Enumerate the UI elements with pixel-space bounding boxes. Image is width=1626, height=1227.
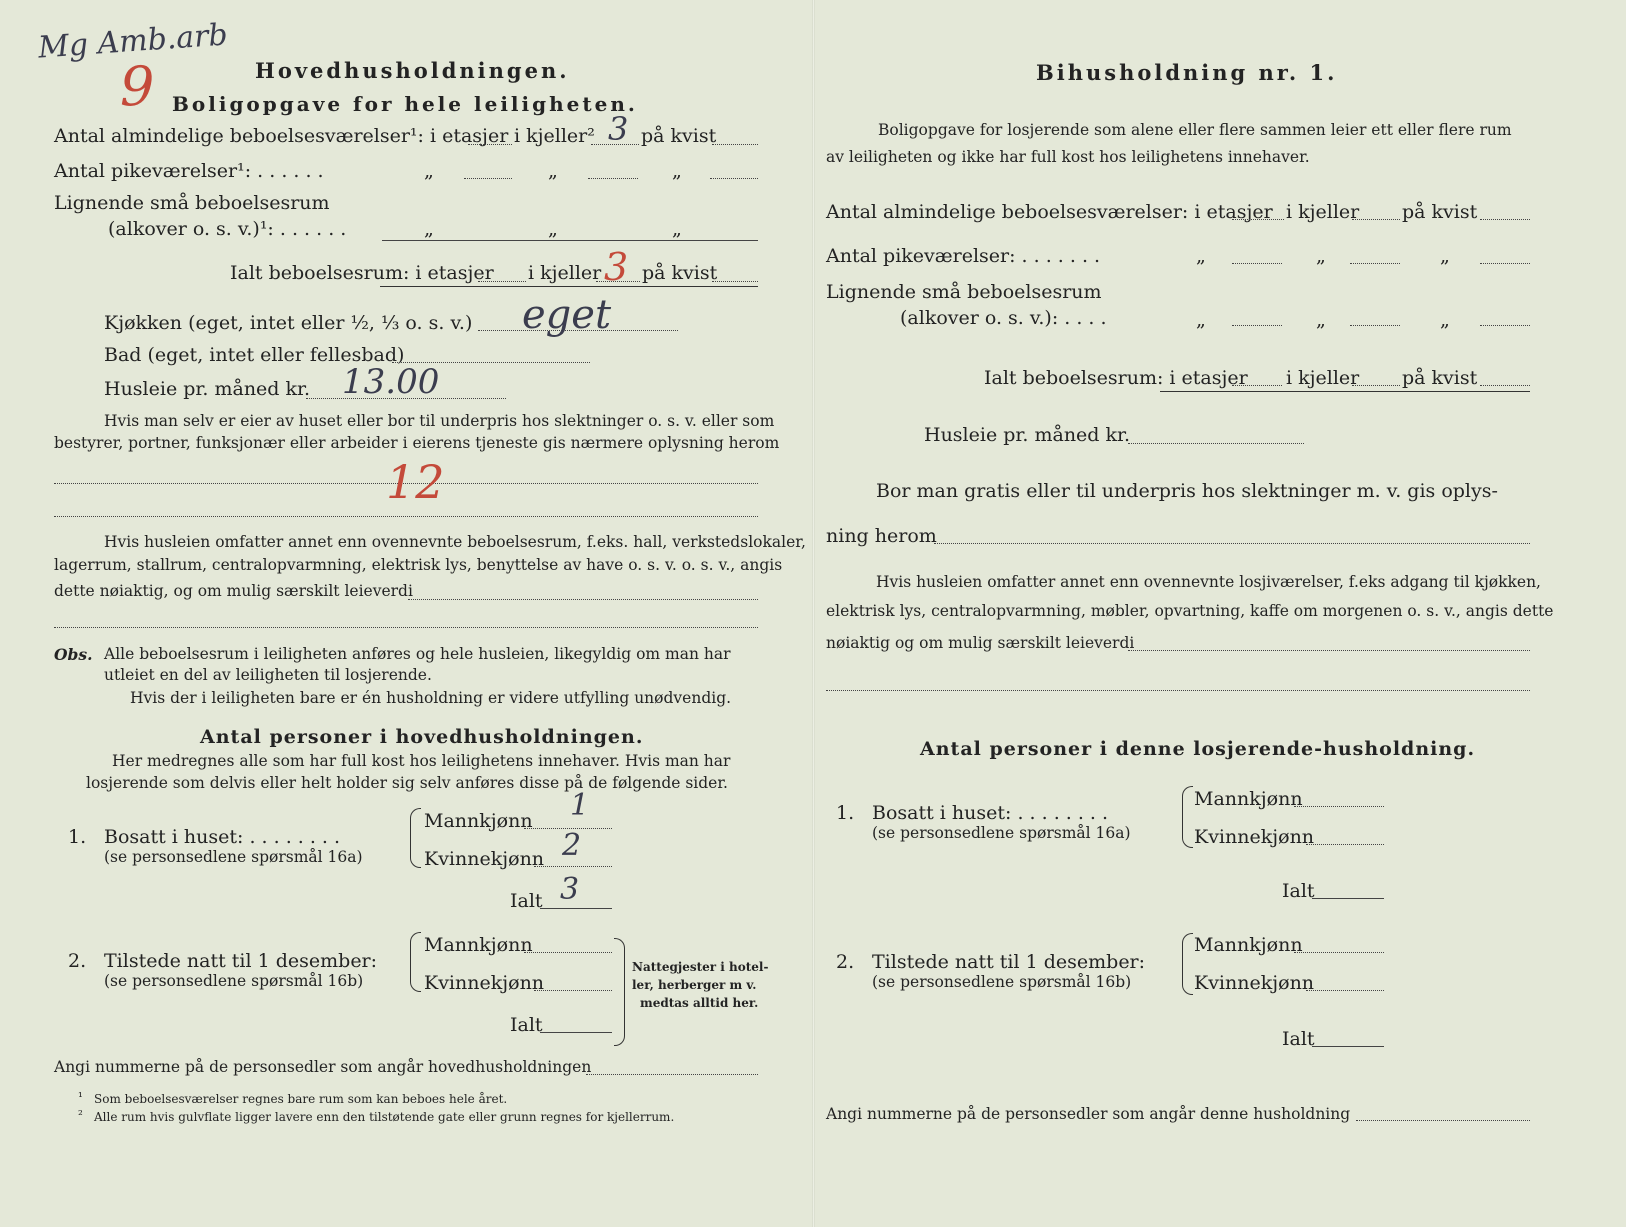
kjokken-value: eget bbox=[522, 292, 612, 338]
r-bosatt-kvinne-label: Kvinnekjønn bbox=[1194, 826, 1315, 848]
ialt-rooms-label: Ialt beboelsesrum: i etasjer bbox=[230, 262, 494, 284]
persons-heading: Antal personer i hovedhusholdningen. bbox=[200, 726, 644, 748]
omfatter-text-3: dette nøiaktig, og om mulig særskilt leieverdi bbox=[54, 582, 413, 600]
r-husleie-label: Husleie pr. måned kr. bbox=[924, 424, 1131, 446]
pike-label: Antal pikeværelser¹: . . . . . . bbox=[54, 160, 324, 182]
right-title: Bihusholdning nr. 1. bbox=[1036, 60, 1338, 85]
r-omfatter-text-1: Hvis husleien omfatter annet enn ovennevnte losjiværelser, f.eks adgang til kjøkken, bbox=[876, 573, 1541, 591]
ditto-mark: „ bbox=[1440, 245, 1450, 267]
r-bosatt-mann-label: Mannkjønn bbox=[1194, 788, 1303, 810]
ialt-kjeller-label: i kjeller bbox=[528, 262, 602, 284]
tilstede-sub: (se personsedlene spørsmål 16b) bbox=[104, 972, 364, 990]
handwritten-number: 9 bbox=[120, 55, 155, 118]
r-alm-kjeller-label: i kjeller bbox=[1286, 201, 1360, 223]
r-pike-label: Antal pikeværelser: . . . . . . . bbox=[826, 245, 1101, 267]
r-tilstede-label: Tilstede natt til 1 desember: bbox=[872, 951, 1146, 973]
bosatt-ialt-label: Ialt bbox=[510, 890, 543, 912]
gratis-text-2: ning herom bbox=[826, 525, 937, 547]
r-question-2-number: 2. bbox=[836, 951, 855, 973]
omfatter-text-1: Hvis husleien omfatter annet enn ovennevnte beboelsesrum, f.eks. hall, verkstedslokaler, bbox=[104, 533, 806, 551]
husleie-label: Husleie pr. måned kr. bbox=[104, 378, 311, 400]
r-bosatt-sub: (se personsedlene spørsmål 16a) bbox=[872, 824, 1131, 842]
r-alkover-label: (alkover o. s. v.): . . . . bbox=[900, 307, 1107, 329]
ditto-mark: „ bbox=[672, 218, 682, 240]
r-ialt-label: Ialt beboelsesrum: i etasjer bbox=[984, 367, 1248, 389]
footnote-1-mark: ¹ bbox=[78, 1090, 83, 1104]
footnote-1: Som beboelsesværelser regnes bare rum som kan beboes hele året. bbox=[94, 1092, 508, 1106]
bad-label: Bad (eget, intet eller fellesbad) bbox=[104, 344, 405, 366]
natt-note-2: ler, herberger m v. bbox=[632, 978, 757, 992]
r-bosatt-label: Bosatt i huset: . . . . . . . . bbox=[872, 802, 1109, 824]
alm-kvist-label: på kvist bbox=[641, 125, 717, 147]
left-subtitle: Boligopgave for hele leiligheten. bbox=[172, 92, 638, 116]
intro-text-1: Boligopgave for losjerende som alene eller flere sammen leier ett eller flere rum bbox=[878, 121, 1512, 139]
ditto-mark: „ bbox=[1196, 309, 1206, 331]
ditto-mark: „ bbox=[548, 218, 558, 240]
r-ialt-kvist-label: på kvist bbox=[1402, 367, 1478, 389]
page-fold bbox=[812, 0, 815, 1227]
bosatt-ialt-value: 3 bbox=[560, 872, 580, 907]
ditto-mark: „ bbox=[672, 160, 682, 182]
tilstede-ialt-label: Ialt bbox=[510, 1014, 543, 1036]
r-question-1-number: 1. bbox=[836, 802, 855, 824]
tilstede-label: Tilstede natt til 1 desember: bbox=[104, 950, 378, 972]
alm-kjeller-value: 3 bbox=[608, 110, 629, 148]
angi-nummerne-right: Angi nummerne på de personsedler som angår denne husholdning bbox=[826, 1105, 1351, 1123]
ialt-kvist-label: på kvist bbox=[642, 262, 718, 284]
r-omfatter-text-3: nøiaktig og om mulig særskilt leieverdi bbox=[826, 634, 1135, 652]
bosatt-kvinne-value: 2 bbox=[562, 828, 582, 863]
gratis-text-1: Bor man gratis eller til underpris hos slektninger m. v. gis oplys- bbox=[876, 480, 1498, 502]
r-ialt-kjeller-label: i kjeller bbox=[1286, 367, 1360, 389]
r-tilstede-mann-label: Mannkjønn bbox=[1194, 934, 1303, 956]
kjokken-label: Kjøkken (eget, intet eller ½, ⅓ o. s. v.) bbox=[104, 312, 473, 334]
question-1-number: 1. bbox=[68, 826, 87, 848]
alm-rooms-label: Antal almindelige beboelsesværelser¹: i etasjer bbox=[54, 125, 509, 147]
r-alm-label: Antal almindelige beboelsesværelser: i etasjer bbox=[826, 201, 1273, 223]
ialt-kjeller-value: 3 bbox=[604, 245, 629, 289]
persons-text-2: losjerende som delvis eller helt holder sig selv anføres disse på de følgende sider. bbox=[86, 774, 728, 792]
obs-text-3: Hvis der i leiligheten bare er én husholdning er videre utfylling unødvendig. bbox=[130, 689, 732, 707]
footnote-2-mark: ² bbox=[78, 1108, 83, 1122]
ditto-mark: „ bbox=[424, 218, 434, 240]
eier-text-2: bestyrer, portner, funksjonær eller arbeider i eierens tjeneste gis nærmere oplysning herom bbox=[54, 434, 780, 452]
bosatt-mann-label: Mannkjønn bbox=[424, 810, 533, 832]
ditto-mark: „ bbox=[1440, 309, 1450, 331]
husleie-value: 13.00 bbox=[342, 362, 440, 402]
question-2-number: 2. bbox=[68, 950, 87, 972]
obs-text-1: Alle beboelsesrum i leiligheten anføres og hele husleien, likegyldig om man har bbox=[104, 645, 731, 663]
r-persons-heading: Antal personer i denne losjerende-husholdning. bbox=[920, 738, 1476, 760]
obs-text-2: utleiet en del av leiligheten til losjerende. bbox=[104, 666, 432, 684]
lignende-label: Lignende små beboelsesrum bbox=[54, 192, 330, 214]
r-alm-kvist-label: på kvist bbox=[1402, 201, 1478, 223]
r-tilstede-sub: (se personsedlene spørsmål 16b) bbox=[872, 973, 1132, 991]
handwritten-red-12: 12 bbox=[386, 455, 445, 509]
ditto-mark: „ bbox=[1196, 245, 1206, 267]
bosatt-kvinne-label: Kvinnekjønn bbox=[424, 848, 545, 870]
obs-label: Obs. bbox=[54, 645, 93, 664]
ditto-mark: „ bbox=[1316, 309, 1326, 331]
angi-nummerne-left: Angi nummerne på de personsedler som angår hovedhusholdningen bbox=[54, 1058, 592, 1076]
r-lignende-label: Lignende små beboelsesrum bbox=[826, 281, 1102, 303]
eier-text-1: Hvis man selv er eier av huset eller bor til underpris hos slektninger o. s. v. eller som bbox=[104, 412, 775, 430]
intro-text-2: av leiligheten og ikke har full kost hos leilighetens innehaver. bbox=[826, 148, 1310, 166]
bosatt-label: Bosatt i huset: . . . . . . . . bbox=[104, 826, 341, 848]
ditto-mark: „ bbox=[424, 160, 434, 182]
ditto-mark: „ bbox=[1316, 245, 1326, 267]
bosatt-mann-value: 1 bbox=[570, 788, 590, 823]
r-tilstede-kvinne-label: Kvinnekjønn bbox=[1194, 972, 1315, 994]
omfatter-text-2: lagerrum, stallrum, centralopvarmning, elektrisk lys, benyttelse av have o. s. v. o. s. v., angis bbox=[54, 556, 783, 574]
r-tilstede-ialt-label: Ialt bbox=[1282, 1028, 1315, 1050]
alkover-label: (alkover o. s. v.)¹: . . . . . . bbox=[108, 218, 347, 240]
tilstede-kvinne-label: Kvinnekjønn bbox=[424, 972, 545, 994]
natt-note-3: medtas alltid her. bbox=[640, 996, 759, 1010]
r-omfatter-text-2: elektrisk lys, centralopvarmning, møbler, opvartning, kaffe om morgenen o. s. v., angis dette bbox=[826, 602, 1554, 620]
footnote-2: Alle rum hvis gulvflate ligger lavere enn den tilstøtende gate eller grunn regnes for kjellerrum. bbox=[94, 1110, 675, 1124]
persons-text-1: Her medregnes alle som har full kost hos leilighetens innehaver. Hvis man har bbox=[112, 752, 731, 770]
left-title: Hovedhusholdningen. bbox=[255, 58, 570, 83]
r-bosatt-ialt-label: Ialt bbox=[1282, 880, 1315, 902]
alm-kjeller-label: i kjeller² bbox=[514, 125, 595, 147]
tilstede-mann-label: Mannkjønn bbox=[424, 934, 533, 956]
bosatt-sub: (se personsedlene spørsmål 16a) bbox=[104, 848, 363, 866]
handwritten-note: Mg Amb.arb bbox=[37, 17, 229, 66]
natt-note-1: Nattegjester i hotel- bbox=[632, 960, 769, 974]
ditto-mark: „ bbox=[548, 160, 558, 182]
